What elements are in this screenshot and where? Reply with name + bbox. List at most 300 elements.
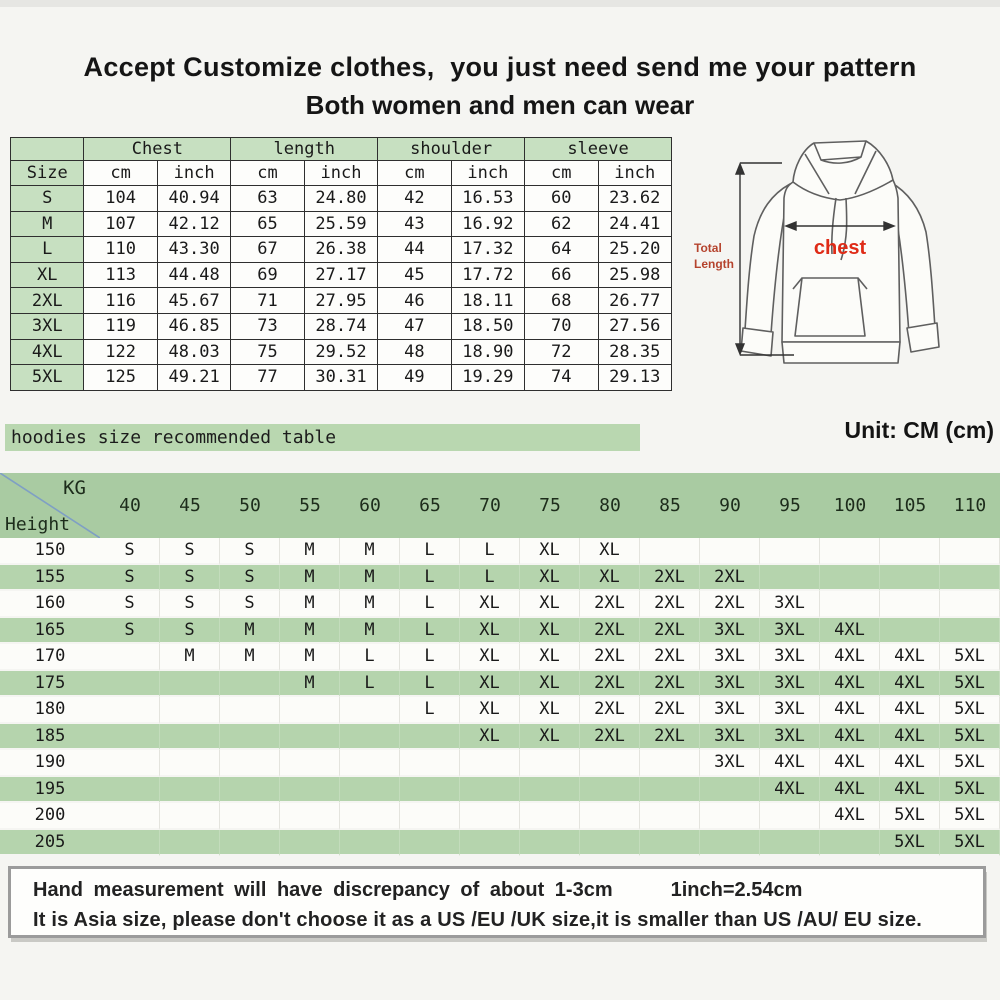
recommended-size: 5XL (940, 750, 1000, 777)
height-row-195 (0, 777, 1000, 804)
recommended-size: 3XL (700, 724, 760, 751)
height-value-190: 190 (0, 750, 100, 777)
recommended-size (160, 830, 220, 857)
measure-value: 19.29 (451, 365, 524, 391)
height-value-180: 180 (0, 697, 100, 724)
recommended-size: M (280, 618, 340, 645)
recommended-size (280, 830, 340, 857)
recommended-size (280, 724, 340, 751)
recommended-size: M (340, 565, 400, 592)
recommended-size: XL (520, 671, 580, 698)
size-chart-head (11, 138, 672, 186)
height-row-170 (0, 644, 1000, 671)
recommended-size (820, 565, 880, 592)
recommended-size: S (100, 538, 160, 565)
recommended-size (220, 830, 280, 857)
recommended-size: 2XL (640, 618, 700, 645)
recommended-size (700, 538, 760, 565)
recommended-size (220, 724, 280, 751)
column-group-shoulder: shoulder (378, 138, 525, 161)
measure-value: 75 (231, 339, 304, 365)
kg-column-40: 40 (100, 473, 160, 538)
measure-value: 113 (84, 262, 157, 288)
recommended-size (340, 750, 400, 777)
height-row-180 (0, 697, 1000, 724)
size-row-3xl (11, 313, 672, 339)
recommended-size: XL (460, 644, 520, 671)
height-row-185 (0, 724, 1000, 751)
recommended-size: XL (580, 565, 640, 592)
recommended-size (220, 777, 280, 804)
height-value-185: 185 (0, 724, 100, 751)
recommended-size: M (280, 591, 340, 618)
recommended-size (100, 724, 160, 751)
height-value-155: 155 (0, 565, 100, 592)
size-row-m (11, 211, 672, 237)
recommended-size (580, 803, 640, 830)
height-value-195: 195 (0, 777, 100, 804)
recommended-size: 4XL (760, 750, 820, 777)
recommended-size: 4XL (820, 697, 880, 724)
measure-value: 45 (378, 262, 451, 288)
size-group-header-row (11, 138, 672, 161)
recommended-size: L (400, 538, 460, 565)
recommended-size (820, 830, 880, 857)
kg-column-50: 50 (220, 473, 280, 538)
measure-value: 49.21 (157, 365, 230, 391)
recommended-size: M (280, 565, 340, 592)
recommended-size: XL (460, 671, 520, 698)
recommended-size (880, 565, 940, 592)
recommended-size (340, 830, 400, 857)
height-value-160: 160 (0, 591, 100, 618)
column-group-sleeve: sleeve (525, 138, 672, 161)
recommended-size (940, 538, 1000, 565)
kg-column-85: 85 (640, 473, 700, 538)
recommended-size (520, 777, 580, 804)
recommended-size: 2XL (700, 591, 760, 618)
measure-value: 27.17 (304, 262, 377, 288)
unit-header-5: inch (451, 161, 524, 186)
recommended-size: 4XL (880, 644, 940, 671)
measure-value: 25.20 (598, 237, 672, 263)
measure-value: 17.32 (451, 237, 524, 263)
recommended-size (520, 830, 580, 857)
recommended-size (760, 830, 820, 857)
size-row-4xl (11, 339, 672, 365)
recommended-size: 5XL (940, 697, 1000, 724)
kg-column-45: 45 (160, 473, 220, 538)
recommended-size (400, 803, 460, 830)
measure-value: 68 (525, 288, 598, 314)
recommended-size (220, 750, 280, 777)
measure-value: 28.35 (598, 339, 672, 365)
recommended-size (640, 750, 700, 777)
recommended-size: 2XL (640, 591, 700, 618)
recommended-size: M (340, 591, 400, 618)
notes-box (8, 866, 986, 938)
recommended-size (160, 697, 220, 724)
recommended-size: 2XL (580, 724, 640, 751)
recommended-size: 3XL (700, 750, 760, 777)
size-subheader-row (11, 161, 672, 186)
kg-column-90: 90 (700, 473, 760, 538)
measure-value: 48.03 (157, 339, 230, 365)
measure-value: 24.80 (304, 186, 377, 212)
recommended-size (220, 671, 280, 698)
measure-value: 46 (378, 288, 451, 314)
chest-label: chest (813, 237, 867, 259)
recommended-size (700, 830, 760, 857)
measure-value: 16.53 (451, 186, 524, 212)
recommended-size: 4XL (820, 671, 880, 698)
recommended-size (160, 750, 220, 777)
measure-value: 47 (378, 313, 451, 339)
recommended-size (280, 750, 340, 777)
height-row-165 (0, 618, 1000, 645)
measure-value: 110 (84, 237, 157, 263)
note-inch-conversion: 1inch=2.54cm (670, 879, 803, 901)
recommended-size: M (340, 538, 400, 565)
recommended-size (100, 750, 160, 777)
recommended-size: S (160, 538, 220, 565)
recommended-size (700, 803, 760, 830)
recommended-size: L (340, 644, 400, 671)
hoodie-measurement-diagram (690, 132, 970, 388)
size-label-5xl: 5XL (11, 365, 84, 391)
total-length-label-line1: Total (694, 241, 722, 255)
note-measurement: Hand measurement will have discrepancy of about 1-3cm (33, 879, 613, 901)
recommended-size: S (160, 591, 220, 618)
recommended-size: 4XL (880, 671, 940, 698)
unit-header-6: cm (525, 161, 598, 186)
measure-value: 46.85 (157, 313, 230, 339)
recommended-size (220, 803, 280, 830)
recommended-size (520, 803, 580, 830)
size-chart-table (10, 137, 672, 391)
recommended-size: 4XL (880, 777, 940, 804)
kg-column-55: 55 (280, 473, 340, 538)
recommended-size (760, 565, 820, 592)
recommended-size: XL (520, 565, 580, 592)
unit-header-7: inch (598, 161, 672, 186)
recommended-size: 5XL (940, 724, 1000, 751)
recommended-size (100, 803, 160, 830)
recommended-size: 3XL (700, 697, 760, 724)
size-recommend-table (0, 473, 1000, 856)
measure-value: 42 (378, 186, 451, 212)
top-strip (0, 0, 1000, 7)
recommended-size: M (220, 618, 280, 645)
measure-value: 63 (231, 186, 304, 212)
recommended-size: XL (520, 618, 580, 645)
recommended-size (640, 830, 700, 857)
recommended-size (400, 830, 460, 857)
recommended-size: 4XL (820, 644, 880, 671)
recommended-size: 2XL (700, 565, 760, 592)
recommended-size: 2XL (640, 697, 700, 724)
recommended-size: S (220, 565, 280, 592)
note-line1 (33, 879, 983, 902)
measure-value: 28.74 (304, 313, 377, 339)
recommended-size (700, 777, 760, 804)
recommended-size: S (220, 591, 280, 618)
height-row-150 (0, 538, 1000, 565)
recommended-size: XL (520, 697, 580, 724)
recommended-size: 3XL (760, 618, 820, 645)
recommended-size: XL (520, 644, 580, 671)
recommended-size (640, 803, 700, 830)
size-label-xl: XL (11, 262, 84, 288)
size-label-3xl: 3XL (11, 313, 84, 339)
measure-value: 43.30 (157, 237, 230, 263)
page-title-line1: Accept Customize clothes, you just need send me your pattern (83, 52, 917, 82)
recommended-size (820, 538, 880, 565)
note-line2: It is Asia size, please don't choose it as a US /EU /UK size,it is smaller than US /AU/ EU size. (33, 909, 923, 931)
recommended-size: 3XL (760, 697, 820, 724)
kg-column-80: 80 (580, 473, 640, 538)
measure-value: 16.92 (451, 211, 524, 237)
measure-value: 29.13 (598, 365, 672, 391)
recommended-size: S (160, 565, 220, 592)
recommended-size: S (100, 618, 160, 645)
recommended-size: 4XL (880, 750, 940, 777)
measure-value: 27.95 (304, 288, 377, 314)
recommended-size (940, 618, 1000, 645)
recommended-size (640, 538, 700, 565)
recommended-size: 2XL (580, 697, 640, 724)
recommended-size (880, 591, 940, 618)
size-recommend-head (0, 473, 1000, 538)
recommended-size (160, 724, 220, 751)
recommended-size: 5XL (880, 830, 940, 857)
unit-label: Unit: CM (cm) (844, 417, 994, 443)
height-value-165: 165 (0, 618, 100, 645)
recommended-size: XL (460, 697, 520, 724)
recommended-size: M (280, 671, 340, 698)
measure-value: 26.38 (304, 237, 377, 263)
size-header-cell: Size (11, 161, 84, 186)
recommended-size: M (280, 644, 340, 671)
height-row-160 (0, 591, 1000, 618)
recommended-size (460, 750, 520, 777)
height-label: Height (5, 514, 71, 535)
recommended-size: L (460, 565, 520, 592)
kg-column-65: 65 (400, 473, 460, 538)
recommended-size: L (400, 644, 460, 671)
total-length-label-line2: Length (694, 257, 734, 271)
measure-value: 30.31 (304, 365, 377, 391)
measure-value: 25.59 (304, 211, 377, 237)
recommended-size: M (280, 538, 340, 565)
size-label-4xl: 4XL (11, 339, 84, 365)
measure-value: 67 (231, 237, 304, 263)
unit-header-4: cm (378, 161, 451, 186)
kg-column-75: 75 (520, 473, 580, 538)
recommended-size (640, 777, 700, 804)
unit-header-3: inch (304, 161, 377, 186)
recommended-size: 5XL (940, 777, 1000, 804)
height-value-205: 205 (0, 830, 100, 857)
measure-value: 71 (231, 288, 304, 314)
recommended-size: 4XL (820, 750, 880, 777)
size-row-l (11, 237, 672, 263)
recommended-size: 3XL (700, 618, 760, 645)
kg-column-105: 105 (880, 473, 940, 538)
recommended-size (760, 803, 820, 830)
measure-value: 27.56 (598, 313, 672, 339)
recommended-size: L (400, 671, 460, 698)
recommended-size: 2XL (640, 724, 700, 751)
recommended-size (340, 777, 400, 804)
measure-value: 104 (84, 186, 157, 212)
recommended-size: 3XL (700, 644, 760, 671)
recommended-size: XL (460, 618, 520, 645)
unit-header-1: inch (157, 161, 230, 186)
recommended-size: L (460, 538, 520, 565)
kg-column-110: 110 (940, 473, 1000, 538)
recommended-size: 3XL (760, 724, 820, 751)
recommended-size (100, 671, 160, 698)
recommended-size: 2XL (580, 591, 640, 618)
measure-value: 26.77 (598, 288, 672, 314)
height-value-200: 200 (0, 803, 100, 830)
unit-header-0: cm (84, 161, 157, 186)
recommended-size: S (100, 565, 160, 592)
size-recommend-body (0, 538, 1000, 856)
measure-value: 29.52 (304, 339, 377, 365)
recommended-size (280, 803, 340, 830)
height-value-170: 170 (0, 644, 100, 671)
kg-column-60: 60 (340, 473, 400, 538)
size-label-2xl: 2XL (11, 288, 84, 314)
recommended-size (460, 803, 520, 830)
measure-value: 45.67 (157, 288, 230, 314)
height-row-190 (0, 750, 1000, 777)
measure-value: 70 (525, 313, 598, 339)
recommended-size (880, 538, 940, 565)
recommended-size: 4XL (880, 697, 940, 724)
measure-value: 119 (84, 313, 157, 339)
measure-value: 125 (84, 365, 157, 391)
recommended-size (580, 830, 640, 857)
measure-value: 73 (231, 313, 304, 339)
recommended-size: L (400, 591, 460, 618)
recommended-size: 2XL (640, 671, 700, 698)
recommended-size (460, 830, 520, 857)
recommended-size (400, 724, 460, 751)
recommended-size: L (340, 671, 400, 698)
recommended-size: 5XL (940, 803, 1000, 830)
measure-value: 44.48 (157, 262, 230, 288)
recommended-size: M (220, 644, 280, 671)
column-group-chest: Chest (84, 138, 231, 161)
recommended-size: 2XL (580, 671, 640, 698)
height-value-150: 150 (0, 538, 100, 565)
recommended-size: 3XL (700, 671, 760, 698)
recommended-size (580, 777, 640, 804)
recommended-size: 5XL (940, 830, 1000, 857)
kg-height-corner-cell (0, 473, 100, 538)
recommended-size: 2XL (640, 565, 700, 592)
recommended-size: M (340, 618, 400, 645)
recommended-size (280, 777, 340, 804)
recommended-size (160, 803, 220, 830)
recommended-size: XL (520, 724, 580, 751)
recommended-size: L (400, 618, 460, 645)
recommended-size (160, 777, 220, 804)
size-label-m: M (11, 211, 84, 237)
size-row-xl (11, 262, 672, 288)
recommended-size (340, 724, 400, 751)
measure-value: 60 (525, 186, 598, 212)
measure-value: 23.62 (598, 186, 672, 212)
column-group-length: length (231, 138, 378, 161)
recommended-size (940, 591, 1000, 618)
recommended-size (100, 830, 160, 857)
size-row-s (11, 186, 672, 212)
measure-value: 72 (525, 339, 598, 365)
measure-value: 24.41 (598, 211, 672, 237)
recommended-size (400, 750, 460, 777)
height-row-155 (0, 565, 1000, 592)
unit-header-2: cm (231, 161, 304, 186)
recommended-size: 4XL (880, 724, 940, 751)
recommended-size: 4XL (820, 618, 880, 645)
measure-value: 62 (525, 211, 598, 237)
recommended-size: 4XL (760, 777, 820, 804)
measure-value: 18.90 (451, 339, 524, 365)
measure-value: 122 (84, 339, 157, 365)
recommended-size: 3XL (760, 644, 820, 671)
size-label-s: S (11, 186, 84, 212)
recommended-size: 4XL (820, 777, 880, 804)
recommended-size: XL (580, 538, 640, 565)
recommended-size (760, 538, 820, 565)
measure-value: 49 (378, 365, 451, 391)
recommended-size: XL (460, 724, 520, 751)
recommended-size: 3XL (760, 671, 820, 698)
recommended-size: 5XL (940, 644, 1000, 671)
size-chart-body (11, 186, 672, 391)
recommended-size: 2XL (580, 644, 640, 671)
recommended-size: XL (520, 591, 580, 618)
recommended-size (580, 750, 640, 777)
recommended-size (340, 803, 400, 830)
recommended-size: 5XL (880, 803, 940, 830)
recommended-size: 2XL (640, 644, 700, 671)
measure-value: 25.98 (598, 262, 672, 288)
recommended-size: 4XL (820, 724, 880, 751)
recommended-size (280, 697, 340, 724)
measure-value: 43 (378, 211, 451, 237)
recommended-size: L (400, 565, 460, 592)
measure-value: 18.11 (451, 288, 524, 314)
recommended-table-heading: hoodies size recommended table (5, 424, 640, 451)
recommended-size: XL (460, 591, 520, 618)
measure-value: 69 (231, 262, 304, 288)
measure-value: 74 (525, 365, 598, 391)
recommended-size: S (160, 618, 220, 645)
measure-value: 44 (378, 237, 451, 263)
measure-value: 17.72 (451, 262, 524, 288)
measure-value: 107 (84, 211, 157, 237)
height-row-175 (0, 671, 1000, 698)
recommended-size: S (220, 538, 280, 565)
recommended-size: 4XL (820, 803, 880, 830)
kg-header-row (0, 473, 1000, 538)
recommended-size (520, 750, 580, 777)
